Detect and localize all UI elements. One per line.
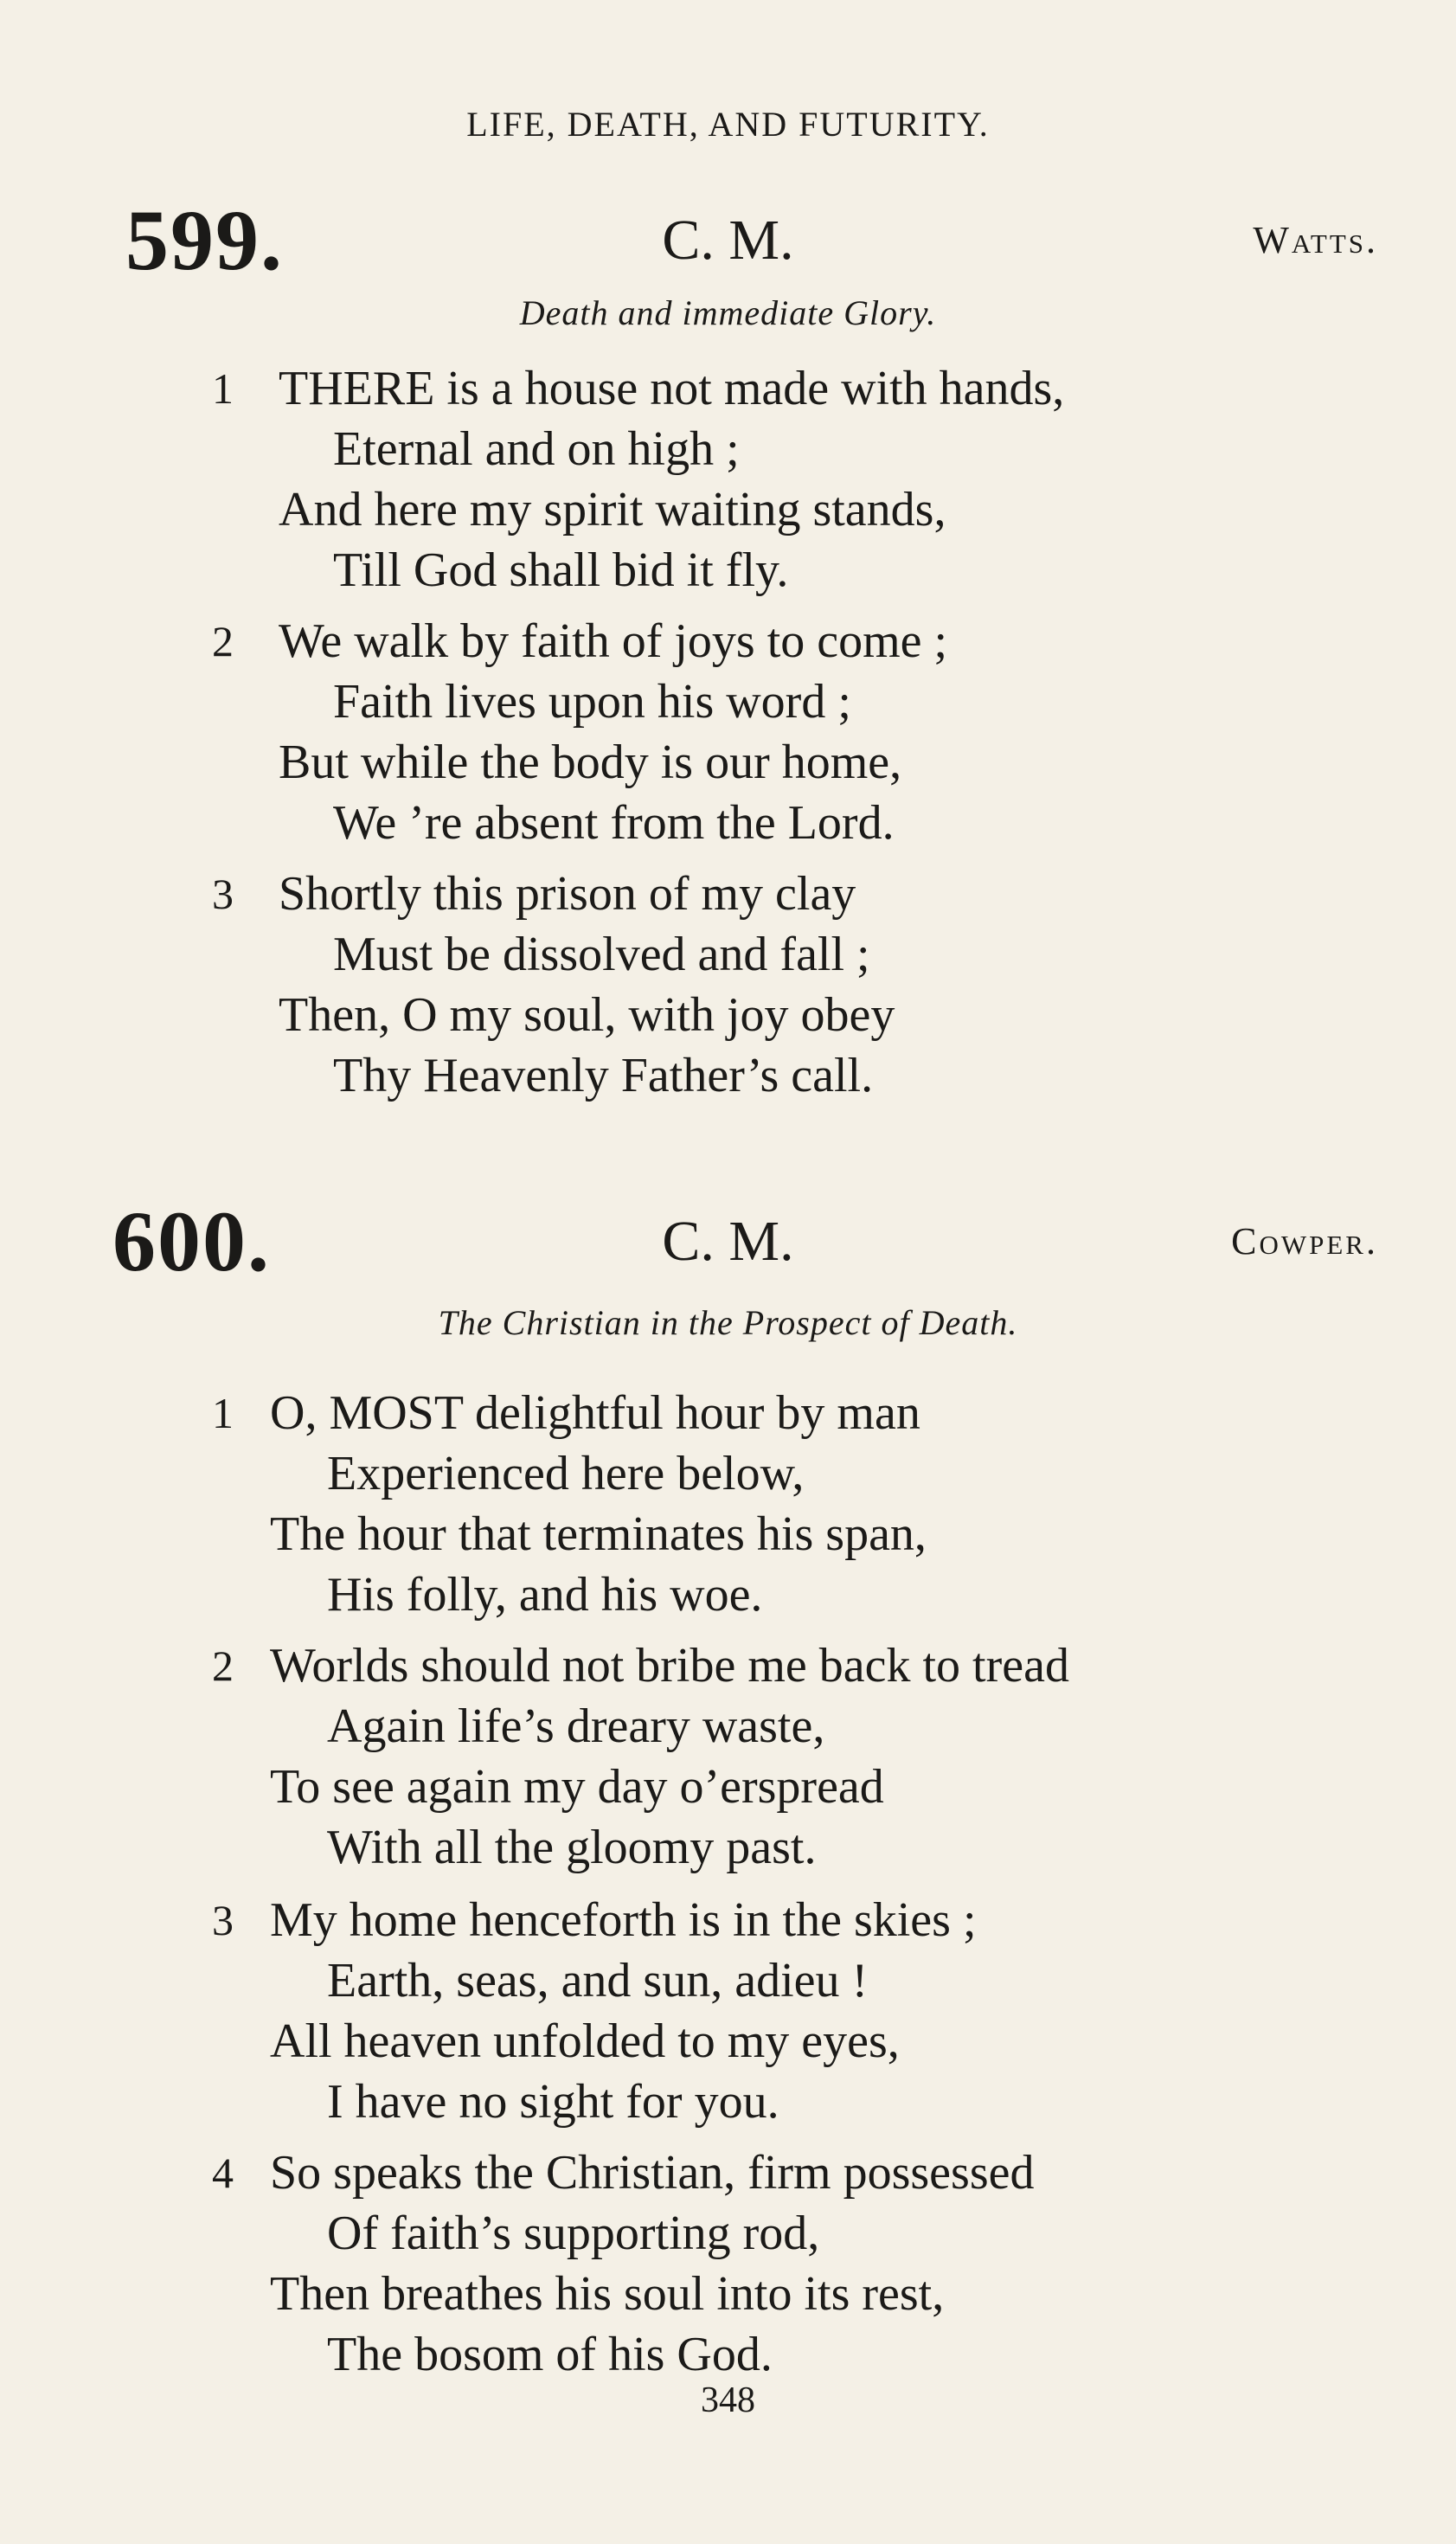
hymn-header: [0, 192, 1456, 292]
verse-number: 1: [212, 364, 234, 413]
verse-line: Faith lives upon his word ;: [333, 675, 851, 729]
hymn-author: Watts.: [1253, 219, 1378, 261]
verse-line: We walk by faith of joys to come ;: [279, 614, 948, 668]
verse-line: And here my spirit waiting stands,: [279, 483, 946, 536]
verse-line: Then, O my soul, with joy obey: [279, 988, 895, 1042]
verse-line: Thy Heavenly Father’s call.: [333, 1049, 874, 1102]
hymn-subtitle: Death and immediate Glory.: [519, 293, 937, 332]
verse-line: The bosom of his God.: [327, 2328, 773, 2381]
verse-number: 1: [212, 1389, 234, 1437]
verse-line: We ’re absent from the Lord.: [333, 796, 895, 850]
verse-line: Till God shall bid it fly.: [333, 543, 789, 597]
hymn-meter: C. M.: [662, 209, 794, 272]
verse-line: Worlds should not bribe me back to tread: [270, 1639, 1069, 1693]
verse-number: 2: [212, 617, 234, 665]
verse-line: With all the gloomy past.: [327, 1821, 817, 1874]
verse-line: THERE is a house not made with hands,: [279, 362, 1065, 415]
verse-line: Must be dissolved and fall ;: [333, 928, 870, 981]
verse-line: Then breathes his soul into its rest,: [270, 2267, 945, 2321]
verse-line: His folly, and his woe.: [327, 1568, 763, 1622]
hymn-author: Cowper.: [1231, 1220, 1378, 1262]
verse-line: So speaks the Christian, firm possessed: [270, 2146, 1035, 2200]
verse-line: I have no sight for you.: [327, 2075, 779, 2129]
verse-number: 3: [212, 1896, 234, 1944]
verse-line: My home henceforth is in the skies ;: [270, 1893, 977, 1947]
hymn-subtitle: The Christian in the Prospect of Death.: [438, 1303, 1018, 1342]
verse-line: To see again my day o’erspread: [270, 1760, 884, 1814]
hymn-number: 600.: [112, 1193, 271, 1289]
verse-number: 4: [212, 2149, 234, 2197]
verse-line: But while the body is our home,: [279, 736, 902, 789]
verse-line: Of faith’s supporting rod,: [327, 2207, 820, 2260]
hymn-meter: C. M.: [662, 1210, 794, 1273]
verse-line: Earth, seas, and sun, adieu !: [327, 1954, 869, 2008]
verse-number: 3: [212, 870, 234, 918]
verse-line: Experienced here below,: [327, 1447, 805, 1500]
running-head: LIFE, DEATH, AND FUTURITY.: [466, 105, 990, 144]
verse-line: Eternal and on high ;: [333, 422, 740, 476]
verse-line: Shortly this prison of my clay: [279, 867, 856, 921]
page-number: 348: [701, 2380, 755, 2420]
hymn-number: 599.: [125, 192, 284, 288]
verse-line: All heaven unfolded to my eyes,: [270, 2014, 900, 2068]
verse-line: The hour that terminates his span,: [270, 1507, 927, 1561]
verse-line: Again life’s dreary waste,: [327, 1699, 825, 1753]
verse-number: 2: [212, 1641, 234, 1690]
verse-line: O, MOST delightful hour by man: [270, 1386, 920, 1440]
hymn-header: [0, 1193, 1456, 1294]
